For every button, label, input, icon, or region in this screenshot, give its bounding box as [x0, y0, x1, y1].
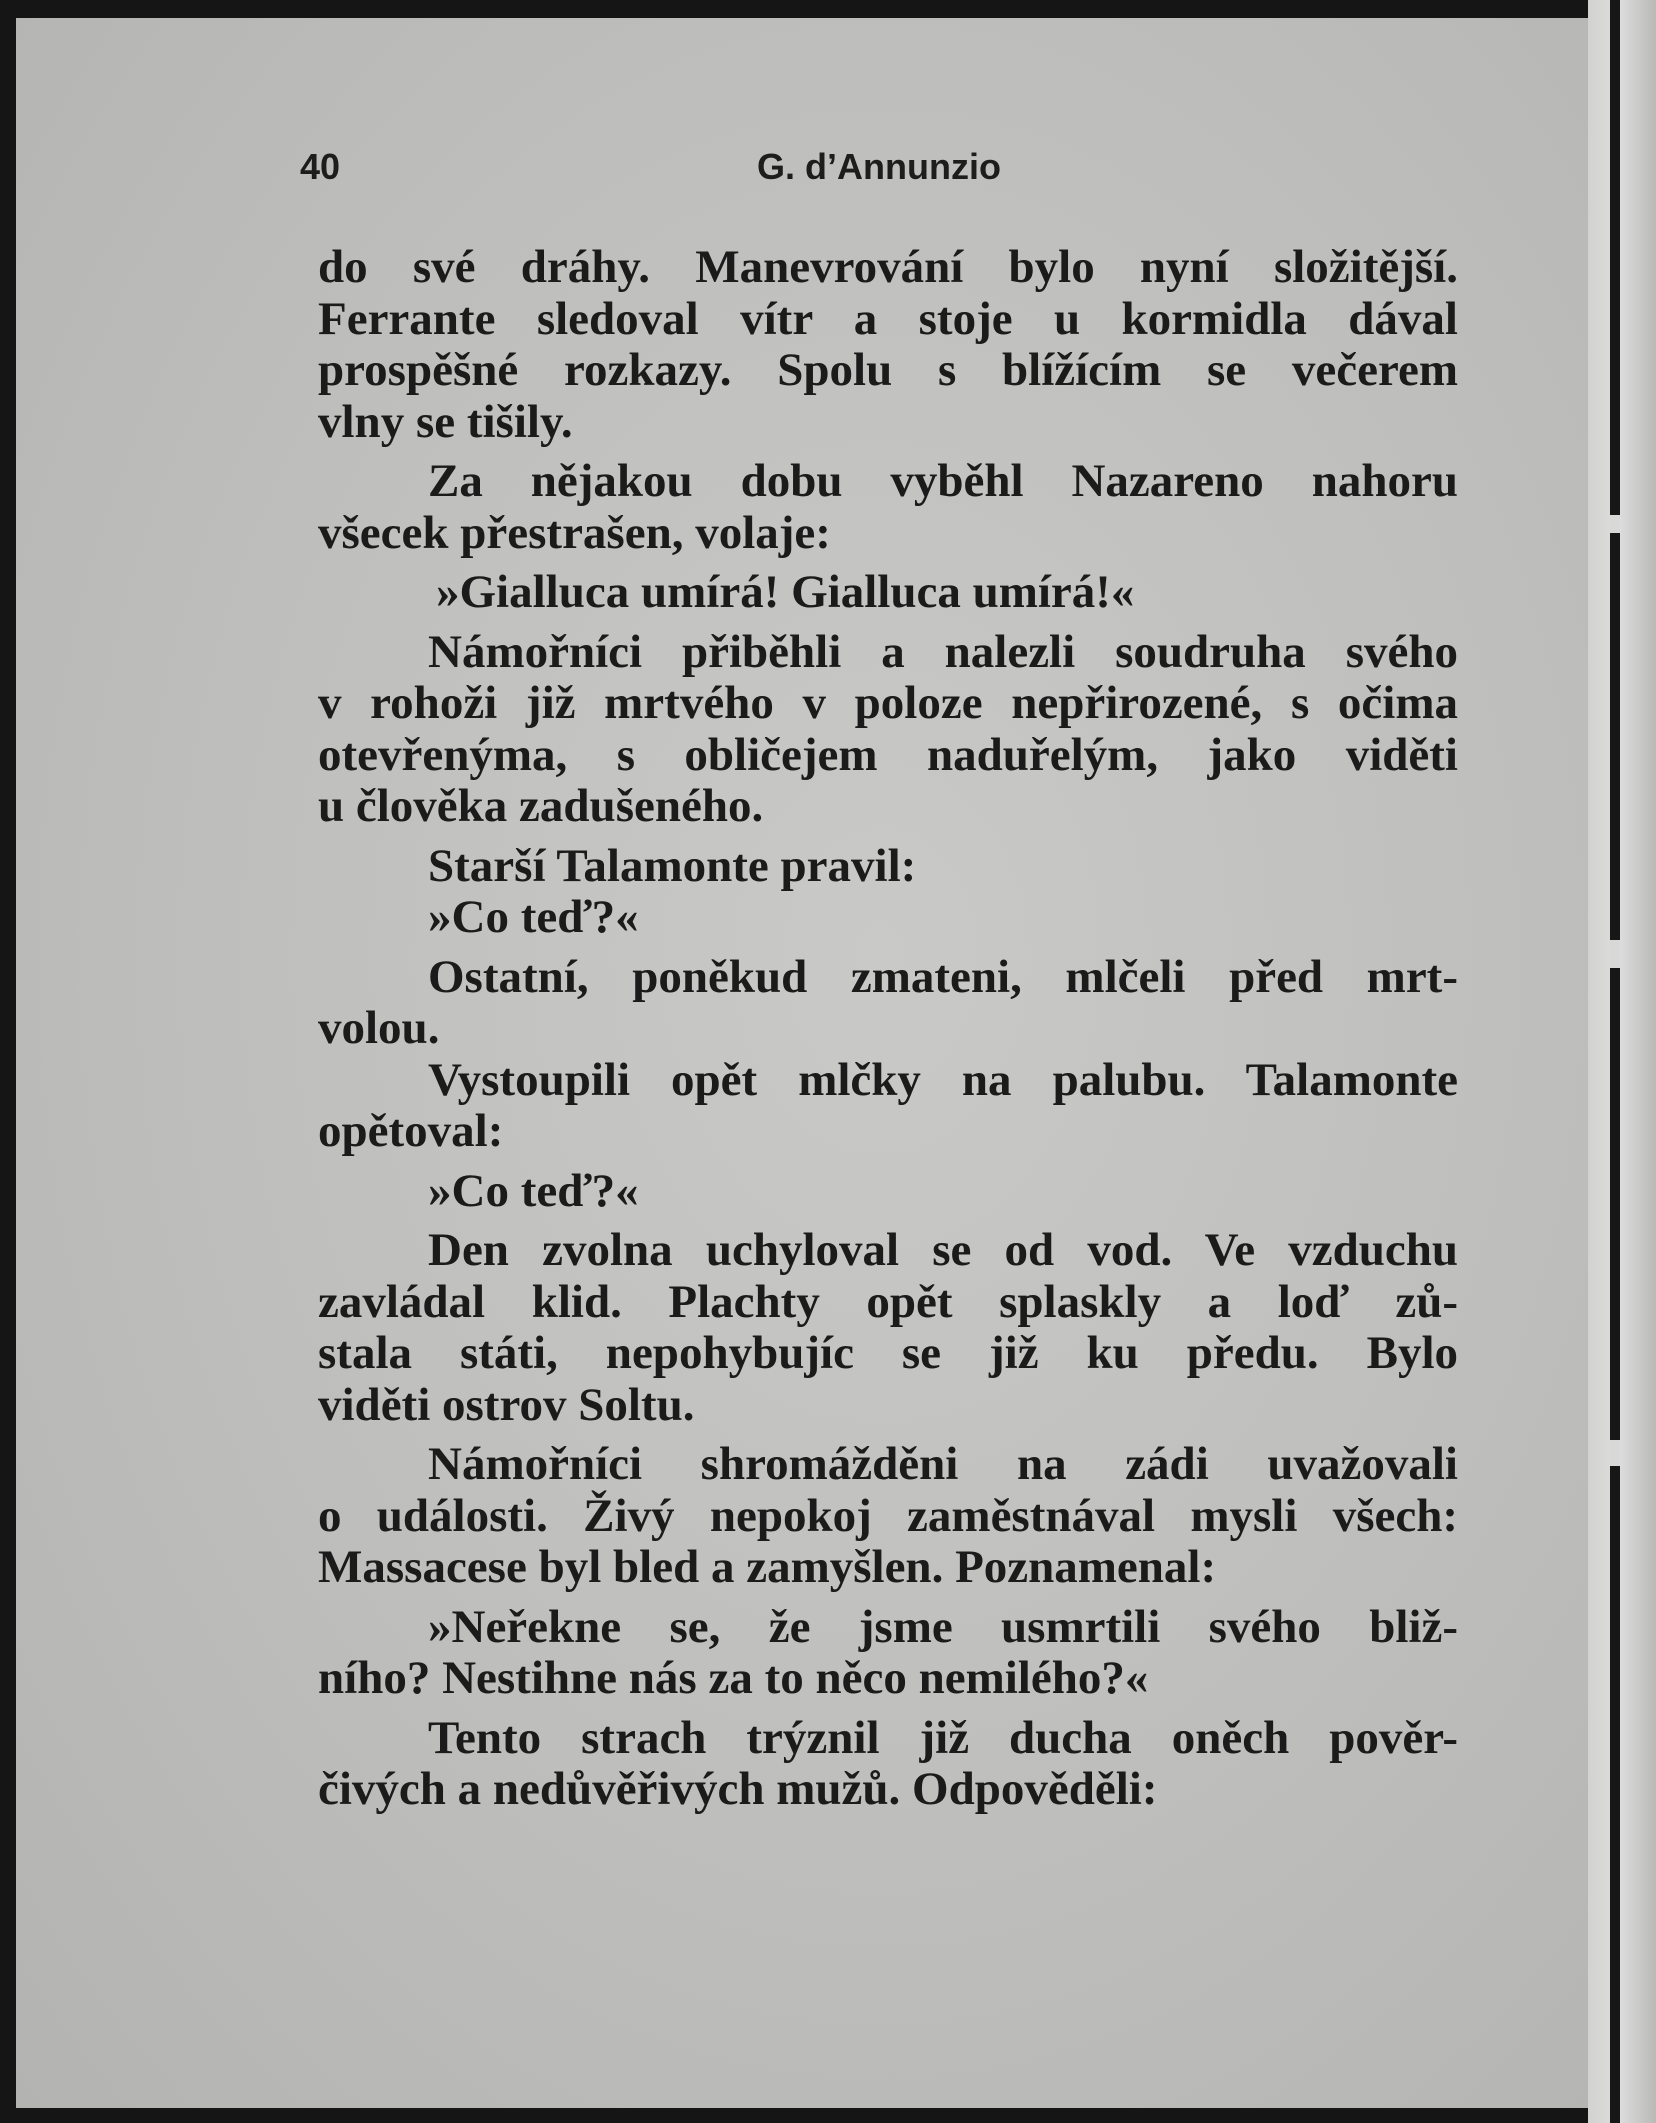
text-line: v rohoži již mrtvého v poloze nepřirozené, s očima [318, 677, 1458, 729]
page-gutter [1588, 0, 1656, 2123]
text-line: »Co teď?« [428, 1164, 639, 1217]
text-line: prospěšné rozkazy. Spolu s blížícím se večerem [318, 344, 1458, 396]
text-line: Massacese byl bled a zamyšlen. Poznamenal: [318, 1541, 1217, 1593]
text-line: Ostatní, poněkud zmateni, mlčeli před mrt- [428, 950, 1458, 1003]
text-line: Námořníci shromážděni na zádi uvažovali [428, 1438, 1458, 1490]
text-line: Za nějakou dobu vyběhl Nazareno nahoru [428, 455, 1458, 507]
text-line: »Gialluca umírá! Gialluca umírá!« [436, 566, 1135, 618]
text-line: Starší Talamonte pravil: [428, 839, 917, 892]
text-line: »Neřekne se, že jsme usmrtili svého bliž- [428, 1600, 1458, 1653]
text-line: volou. [318, 1002, 440, 1054]
text-line: do své dráhy. Manevrování bylo nyní složitější. [318, 241, 1458, 293]
text-line: Vystoupili opět mlčky na palubu. Talamonte [428, 1053, 1458, 1106]
binding-edge [1610, 0, 1620, 2123]
text-line: »Co teď?« [428, 891, 639, 943]
text-line: opětoval: [318, 1105, 504, 1157]
page-body [318, 242, 1458, 1816]
text-line: Ferrante sledoval vítr a stoje u kormidla dával [318, 292, 1458, 345]
binding-edge-gap [1610, 515, 1620, 533]
text-line: vlny se tišily. [318, 395, 573, 448]
running-title: G. d’Annunzio [757, 146, 1001, 187]
text-line: otevřenýma, s obličejem naduřelým, jako viděti [318, 728, 1458, 781]
text-line: ního? Nestihne nás za to něco nemilého?« [318, 1652, 1149, 1704]
text-line: viděti ostrov Soltu. [318, 1378, 695, 1431]
text-line: o události. Živý nepokoj zaměstnával mysli všech: [318, 1489, 1458, 1542]
page-number: 40 [300, 146, 341, 187]
text-line: všecek přestrašen, volaje: [318, 506, 831, 559]
text-line: Námořníci přiběhli a nalezli soudruha svého [428, 625, 1458, 678]
binding-edge-gap [1610, 940, 1620, 968]
text-line: zavládal klid. Plachty opět splaskly a loď zů- [318, 1275, 1458, 1328]
text-line: Den zvolna uchyloval se od vod. Ve vzduchu [428, 1224, 1458, 1276]
text-line: Tento strach trýznil již ducha oněch pověr- [428, 1711, 1458, 1764]
running-header [300, 146, 1470, 198]
text-line: stala státi, nepohybujíc se již ku předu. Bylo [318, 1327, 1458, 1379]
text-line: čivých a nedůvěřivých mužů. Odpověděli: [318, 1763, 1158, 1815]
text-line: u člověka zadušeného. [318, 780, 764, 832]
binding-edge-gap [1610, 1440, 1620, 1466]
